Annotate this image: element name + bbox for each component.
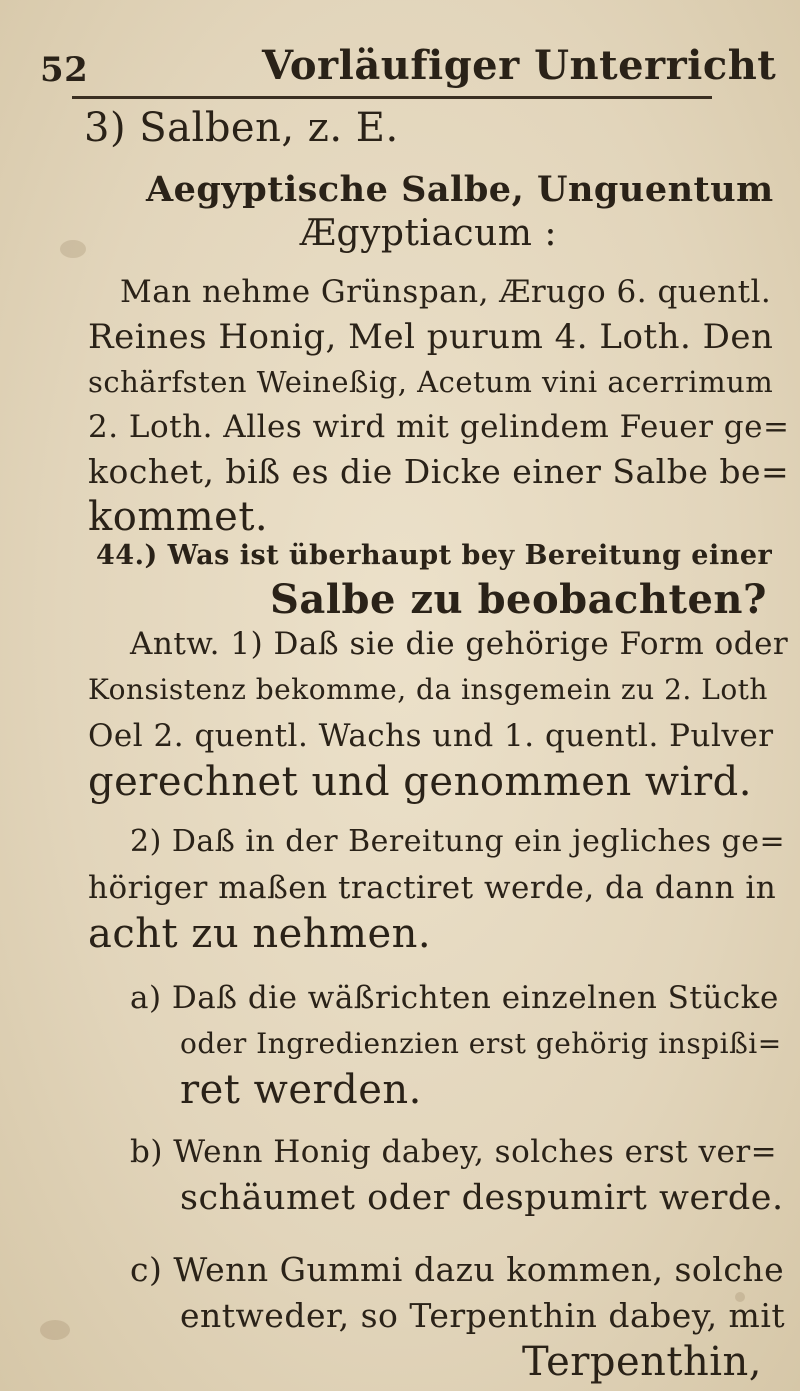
question-line-1: 44.) Was ist überhaupt bey Bereitung einer	[96, 540, 773, 571]
point-2-line: höriger maßen tractiret werde, da dann in	[88, 870, 777, 906]
answer-line: gerechnet und genommen wird.	[88, 759, 752, 805]
recipe-line: Man nehme Grünspan, Ærugo 6. quentl.	[120, 274, 772, 310]
point-a-line: oder Ingredienzien erst gehörig inspißi=	[180, 1027, 782, 1060]
point-2-line: 2) Daß in der Bereitung ein jegliches ge=	[130, 824, 786, 859]
recipe-line: schärfsten Weineßig, Acetum vini acerrimum	[88, 365, 774, 399]
answer-line: Konsistenz bekomme, da insgemein zu 2. Loth	[88, 673, 768, 706]
question-line-2: Salbe zu beobachten?	[270, 576, 767, 623]
paper-stain	[40, 1320, 70, 1340]
point-c-line: c) Wenn Gummi dazu kommen, solche	[130, 1250, 785, 1289]
point-b-line: schäumet oder despumirt werde.	[180, 1178, 784, 1218]
point-2-line: acht zu nehmen.	[88, 911, 432, 957]
answer-line: Antw. 1) Daß sie die gehörige Form oder	[130, 626, 789, 662]
recipe-title-line-1: Aegyptische Salbe, Unguentum	[146, 169, 774, 210]
recipe-line: kochet, biß es die Dicke einer Salbe be=	[88, 452, 790, 491]
point-a-line: a) Daß die wäßrichten einzelnen Stücke	[130, 980, 779, 1016]
recipe-line: Reines Honig, Mel purum 4. Loth. Den	[88, 317, 774, 357]
running-head: Vorläufiger Unterricht	[262, 42, 777, 89]
point-c-line: Terpenthin,	[522, 1339, 763, 1385]
header-rule	[72, 96, 712, 99]
point-c-line: entweder, so Terpenthin dabey, mit	[180, 1296, 786, 1335]
recipe-line: 2. Loth. Alles wird mit gelindem Feuer ge=	[88, 409, 790, 445]
point-b-line: b) Wenn Honig dabey, solches erst ver=	[130, 1134, 778, 1170]
paper-stain	[60, 240, 86, 258]
page-number: 52	[40, 50, 89, 90]
point-a-line: ret werden.	[180, 1067, 422, 1113]
answer-line: Oel 2. quentl. Wachs und 1. quentl. Pulver	[88, 718, 774, 754]
recipe-title-line-2: Ægyptiacum :	[300, 213, 557, 254]
recipe-line: kommet.	[88, 494, 269, 540]
section-label: 3) Salben, z. E.	[84, 105, 399, 151]
